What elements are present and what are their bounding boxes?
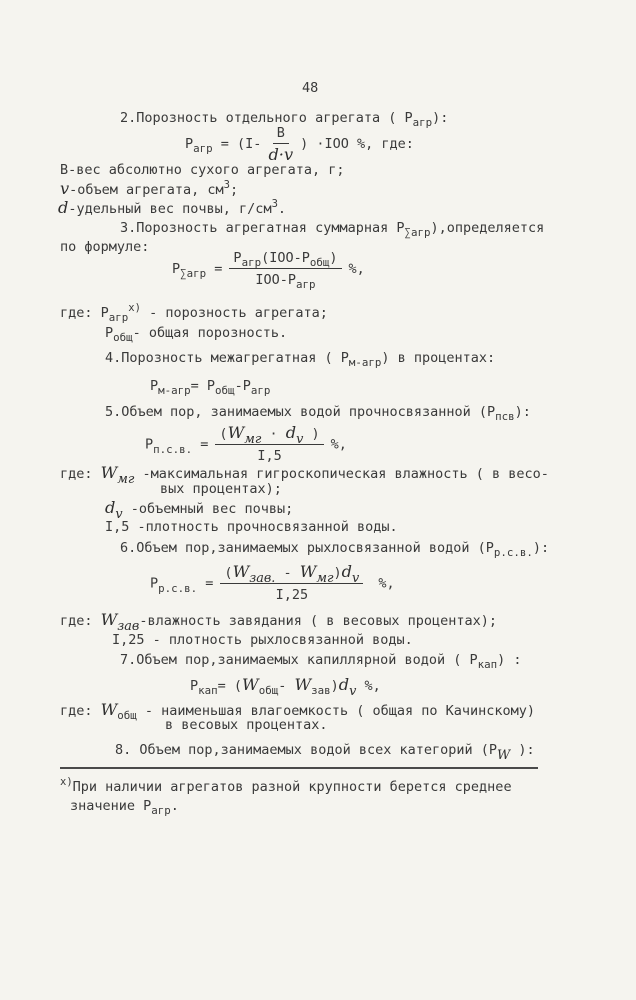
text: ) : — [497, 652, 522, 668]
numerator — [220, 564, 363, 584]
text: 2.Порозность отдельного агрегата ( Р — [120, 110, 413, 126]
definition-bound-water-density: I,5 -плотность прочносвязанной воды. — [105, 519, 398, 535]
formula-text: · — [261, 426, 286, 442]
formula-text: - — [275, 565, 300, 581]
formula-text: ( — [224, 565, 233, 581]
subscript: W — [497, 747, 511, 763]
symbol-p: Р — [145, 436, 154, 453]
handwritten-d: d — [341, 562, 353, 581]
superscript: 3 — [223, 179, 230, 192]
subscript: v — [349, 683, 357, 699]
handwritten-d: d — [105, 498, 116, 517]
footnote — [60, 776, 512, 795]
subscript: п.с.в. — [153, 442, 193, 456]
subscript: м-агр — [348, 356, 382, 370]
definition-bulk-density — [105, 498, 294, 522]
subscript: агр — [108, 311, 129, 325]
subscript: v — [296, 431, 304, 447]
formula-text: (IOO-Р — [261, 250, 310, 266]
text: -вес абсолютно сухого агрегата, г; — [68, 162, 345, 178]
text: -удельный вес почвы, г/см — [68, 201, 272, 217]
subscript: ∑агр — [180, 267, 207, 281]
formula-text: ( — [219, 426, 228, 442]
handwritten-w: W — [100, 700, 118, 719]
formula-text: = ( — [217, 678, 243, 694]
text: 6.Объем пор,занимаемых рыхлосвязанной водой (Р — [120, 540, 494, 556]
symbol-p: Р — [150, 575, 159, 592]
subscript: р.с.в. — [493, 546, 533, 560]
handwritten-w: W — [100, 610, 118, 629]
fraction — [215, 425, 323, 464]
handwritten-w: W — [294, 675, 312, 694]
text: Р — [105, 325, 114, 341]
denominator: I,25 — [275, 587, 309, 603]
handwritten-w: W — [232, 562, 250, 581]
subscript: м-агр — [158, 384, 191, 398]
text: -влажность завядания ( в весовых процентах); — [139, 613, 497, 629]
text: При наличии агрегатов разной крупности берется среднее — [72, 779, 512, 795]
subscript: агр — [412, 116, 433, 130]
fraction — [229, 250, 341, 292]
formula-text: = — [192, 436, 209, 453]
formula-capillary-water — [190, 675, 381, 699]
superscript: 3 — [271, 198, 278, 211]
section-8-heading — [115, 742, 535, 763]
handwritten-w: W — [299, 562, 317, 581]
subscript: мг — [117, 471, 135, 487]
footnote-marker: x) — [60, 776, 73, 789]
text: ): — [510, 742, 535, 758]
text: -объемный вес почвы; — [122, 501, 294, 517]
handwritten-w: W — [242, 675, 259, 694]
text: где: Р — [60, 305, 109, 321]
definition-wilting-moisture — [60, 610, 497, 634]
section-4-heading — [105, 350, 496, 370]
definition-aggregate-porosity — [60, 302, 328, 325]
formula-inter-aggregate-porosity — [150, 378, 271, 398]
numerator — [229, 250, 341, 269]
subscript: v — [352, 570, 360, 586]
footnote-marker: x) — [128, 302, 141, 315]
subscript: агр — [250, 384, 271, 398]
subscript: общ — [113, 331, 133, 345]
text: ; — [229, 182, 239, 198]
formula-text: - — [278, 678, 295, 694]
subscript: агр — [296, 278, 316, 292]
text: . — [277, 201, 287, 217]
section-3-heading-continued: по формуле: — [60, 239, 150, 255]
text: 7.Объем пор,занимаемых капиллярной водой ( Р — [120, 652, 478, 668]
subscript: общ — [258, 684, 279, 698]
formula-aggregate-porosity — [185, 125, 414, 163]
formula-text: %, — [370, 575, 395, 592]
symbol: В — [60, 162, 69, 178]
subscript: общ — [117, 709, 137, 723]
page-number: 48 — [302, 80, 319, 96]
fraction — [268, 125, 293, 163]
text: ),определяется — [430, 220, 545, 236]
text: 5.Объем пор, занимаемых водой прочносвязанной (Р — [105, 404, 496, 420]
formula-text: %, — [348, 261, 365, 277]
subscript: общ — [309, 256, 330, 270]
subscript: псв — [495, 410, 515, 424]
section-7-heading — [120, 652, 522, 672]
section-6-heading — [120, 540, 550, 560]
handwritten-w: W — [100, 463, 118, 482]
handwritten-d: d — [58, 198, 69, 217]
subscript: ∑агр — [404, 226, 431, 240]
symbol-p: Р — [185, 136, 194, 152]
section-5-heading — [105, 404, 531, 424]
text: -объем агрегата, см — [69, 182, 224, 198]
numerator: В — [273, 125, 289, 144]
formula-text: -Р — [234, 378, 251, 394]
subscript: агр — [193, 142, 213, 156]
denominator: I,5 — [257, 448, 282, 464]
text: ) в процентах: — [381, 350, 496, 366]
formula-text: IOO-Р — [255, 272, 297, 288]
formula-text: ) — [303, 426, 320, 442]
subscript: v — [115, 506, 123, 522]
text: - наименьшая влагоемкость ( общая по Качинскому) — [136, 703, 536, 719]
subscript: зав. — [249, 570, 276, 586]
text: 8. Объем пор,занимаемых водой всех категорий (Р — [115, 742, 498, 758]
footnote-continued — [70, 798, 179, 818]
definition-field-capacity-continued: в весовых процентах. — [165, 717, 328, 733]
handwritten-d: d — [338, 675, 350, 694]
text: ): — [514, 404, 531, 420]
formula-strongly-bound-water — [145, 425, 347, 464]
subscript: зав — [311, 684, 331, 698]
definition-hygroscopic-moisture-continued: вых процентах); — [160, 481, 282, 497]
handwritten-d: d — [285, 423, 297, 442]
fraction — [220, 564, 363, 603]
formula-text: = — [197, 575, 214, 592]
subscript: кап — [477, 658, 498, 672]
formula-text: %, — [356, 678, 381, 694]
definition-specific-weight — [58, 200, 286, 217]
section-3-heading — [120, 220, 545, 240]
formula-text: ) — [330, 678, 339, 694]
text: . — [170, 798, 179, 814]
formula-text: ) ·IOO %, где: — [300, 136, 414, 152]
formula-text: ) — [333, 565, 342, 581]
formula-text: = — [206, 261, 223, 277]
definition-weight — [60, 162, 344, 178]
footnote-divider — [60, 767, 538, 769]
text: ): — [432, 110, 449, 126]
text: значение Р — [70, 798, 152, 814]
formula-text: = Р — [190, 378, 216, 394]
subscript: общ — [215, 384, 235, 398]
formula-text: ) — [329, 250, 338, 266]
formula-text: = (I- — [212, 136, 262, 152]
text: где: — [60, 466, 101, 482]
text: - общая порозность. — [132, 325, 288, 341]
handwritten-w: W — [227, 423, 245, 442]
subscript: мг — [316, 570, 334, 586]
formula-total-aggregate-porosity — [172, 250, 365, 292]
text: - порозность агрегата; — [140, 305, 328, 321]
text: -максимальная гигроскопическая влажность ( в весо- — [134, 466, 549, 482]
definition-loose-water-density: I,25 - плотность рыхлосвязанной воды. — [112, 632, 413, 648]
numerator — [215, 425, 323, 445]
text: 4.Порозность межагрегатная ( Р — [105, 350, 349, 366]
definition-volume — [60, 181, 238, 198]
denominator — [255, 269, 316, 292]
formula-text: %, — [330, 436, 347, 453]
handwritten-v: v — [60, 179, 70, 198]
subscript: агр — [241, 256, 262, 270]
definition-hygroscopic-moisture — [60, 463, 549, 487]
text: где: — [60, 613, 101, 629]
symbol-p: Р — [172, 261, 181, 277]
formula-text: Р — [150, 378, 159, 394]
formula-loosely-bound-water — [150, 564, 395, 603]
symbol-p: Р — [190, 678, 199, 694]
subscript: мг — [244, 431, 262, 447]
text: ): — [532, 540, 550, 556]
formula-text: Р — [233, 250, 242, 266]
text: 3.Порозность агрегатная суммарная Р — [120, 220, 405, 236]
subscript: р.с.в. — [158, 581, 198, 595]
subscript: кап — [198, 684, 218, 698]
section-2-heading — [120, 110, 449, 130]
subscript: агр — [151, 804, 171, 818]
subscript: зав — [117, 618, 140, 634]
text: где: — [60, 703, 101, 719]
denominator: d·v — [268, 145, 294, 164]
definition-total-porosity — [105, 325, 288, 345]
